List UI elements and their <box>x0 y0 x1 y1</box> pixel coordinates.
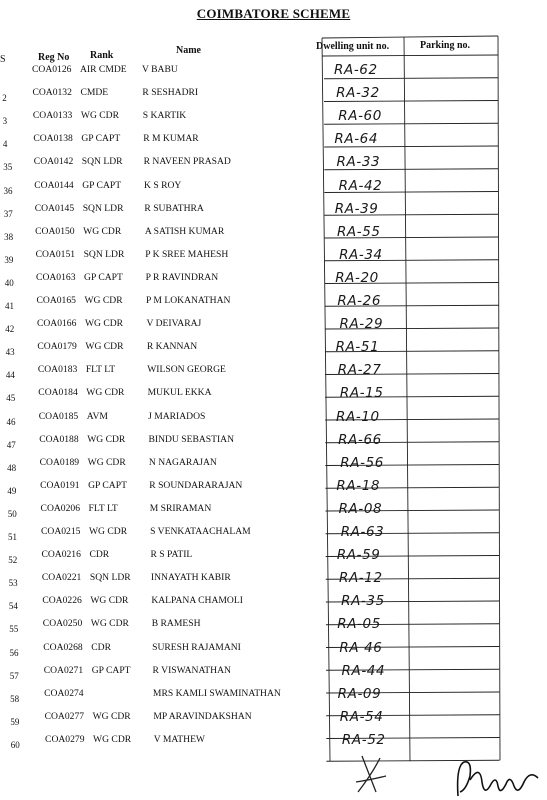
row-dwelling-unit: RA-09 <box>337 685 382 702</box>
table-row <box>0 478 547 502</box>
row-dwelling-unit: RA-44 <box>341 662 386 679</box>
row-dwelling-unit: RA-08 <box>338 500 383 517</box>
row-sno: 39 <box>4 254 14 265</box>
row-sno: 57 <box>9 670 19 681</box>
table-row <box>0 270 547 294</box>
row-rank: WG CDR <box>84 318 124 330</box>
table-row <box>0 154 547 178</box>
row-reg-no: COA0132 <box>32 87 72 99</box>
row-reg-no: COA0185 <box>38 410 79 422</box>
row-name: P K SREE MAHESH <box>145 248 229 260</box>
row-reg-no: COA0250 <box>42 618 83 630</box>
row-dwelling-unit: RA-20 <box>335 269 379 286</box>
row-dwelling-unit: RA-26 <box>337 293 382 309</box>
row-dwelling-unit: RA 46 <box>339 639 383 656</box>
row-name: INNAYATH KABIR <box>150 572 231 584</box>
row-name: MP ARAVINDAKSHAN <box>153 710 252 722</box>
row-sno: 37 <box>3 208 13 219</box>
row-reg-no: COA0163 <box>36 271 76 283</box>
signature-right <box>452 756 544 800</box>
row-name: V DEIVARAJ <box>146 318 202 330</box>
row-name: R NAVEEN PRASAD <box>143 156 231 168</box>
header-sno: S <box>0 54 6 65</box>
table-row <box>0 570 547 594</box>
header-name: Name <box>176 45 201 56</box>
table-row <box>0 524 547 548</box>
row-rank: AIR CMDE <box>80 64 127 75</box>
row-dwelling-unit: RA-63 <box>340 524 385 540</box>
row-dwelling-unit: RA-27 <box>337 362 382 379</box>
row-rank: WG CDR <box>92 710 131 722</box>
row-name: SURESH RAJAMANI <box>152 641 241 653</box>
row-rank: WG CDR <box>84 295 123 306</box>
table-row <box>0 108 547 132</box>
row-dwelling-unit: RA-51 <box>335 339 380 356</box>
row-rank: SQN LDR <box>81 156 123 168</box>
row-rank: GP CAPT <box>81 133 121 145</box>
row-dwelling-unit: RA-34 <box>339 246 383 263</box>
row-name: R VISWANATHAN <box>152 664 231 676</box>
row-dwelling-unit: RA-18 <box>336 477 381 494</box>
row-reg-no: COA0191 <box>40 479 80 491</box>
row-rank: WG CDR <box>85 341 124 353</box>
row-dwelling-unit: RA-33 <box>336 154 381 171</box>
row-dwelling-unit: RA-05 <box>337 616 381 633</box>
row-reg-no: COA0138 <box>33 133 73 145</box>
table-row <box>0 455 547 479</box>
row-rank: GP CAPT <box>88 479 127 491</box>
row-rank: GP CAPT <box>84 271 123 283</box>
row-dwelling-unit: RA-10 <box>336 408 380 425</box>
row-sno: 41 <box>5 301 14 311</box>
table-row <box>0 247 547 271</box>
row-name: R SUBATHRA <box>144 202 204 214</box>
row-sno: 48 <box>7 462 17 473</box>
row-name: R KANNAN <box>146 341 198 353</box>
row-name: R M KUMAR <box>143 133 199 145</box>
row-rank: WG CDR <box>87 433 126 445</box>
table-row <box>0 686 547 710</box>
row-rank: WG CDR <box>83 225 122 237</box>
row-name: V MATHEW <box>153 733 205 745</box>
table-row <box>0 432 547 456</box>
row-rank: GP CAPT <box>82 179 122 191</box>
row-reg-no: COA0279 <box>45 733 85 745</box>
row-name: R S PATIL <box>150 549 193 561</box>
row-reg-no: COA0142 <box>33 156 74 168</box>
table-row <box>0 732 547 756</box>
row-dwelling-unit: RA-32 <box>336 85 380 102</box>
table-row <box>0 178 547 202</box>
row-rank: CDR <box>89 549 110 561</box>
table-row <box>0 201 547 225</box>
row-reg-no: COA0221 <box>41 572 82 584</box>
row-sno: 46 <box>6 416 16 427</box>
row-sno: 45 <box>6 393 16 404</box>
table-row <box>0 224 547 248</box>
row-reg-no: COA0215 <box>41 526 81 537</box>
table-row <box>0 709 547 733</box>
row-name: R SESHADRI <box>142 87 199 99</box>
row-sno: 2 <box>2 93 7 104</box>
signature-left <box>352 752 392 798</box>
row-dwelling-unit: RA-12 <box>338 570 383 587</box>
row-rank: AVM <box>86 410 108 422</box>
header-reg-no: Reg No <box>38 52 70 63</box>
row-name: R SOUNDARARAJAN <box>149 479 243 491</box>
row-name: A SATISH KUMAR <box>144 225 225 237</box>
row-sno: 56 <box>9 647 19 658</box>
table-row <box>0 547 547 571</box>
row-name: P R RAVINDRAN <box>145 271 219 283</box>
row-name: BINDU SEBASTIAN <box>148 433 235 445</box>
row-name: N NAGARAJAN <box>148 456 217 468</box>
row-name: MRS KAMLI SWAMINATHAN <box>152 687 281 699</box>
row-sno: 60 <box>10 739 20 750</box>
row-dwelling-unit: RA-60 <box>338 108 382 125</box>
page-title: COIMBATORE SCHEME <box>196 6 351 21</box>
row-dwelling-unit: RA-15 <box>339 385 384 402</box>
row-rank: WG CDR <box>93 733 132 745</box>
row-sno: 35 <box>3 162 13 173</box>
table-row <box>0 131 547 155</box>
row-dwelling-unit: RA-56 <box>340 454 384 471</box>
row-name: S VENKATAACHALAM <box>150 526 251 537</box>
row-sno: 51 <box>8 532 17 542</box>
row-reg-no: COA0133 <box>32 110 73 122</box>
row-dwelling-unit: RA-39 <box>334 200 379 217</box>
row-name: K S ROY <box>144 179 182 191</box>
row-rank: CDR <box>91 641 111 653</box>
row-name: KALPANA CHAMOLI <box>151 595 243 607</box>
row-sno: 50 <box>7 508 17 519</box>
row-dwelling-unit: RA-35 <box>341 593 385 610</box>
row-sno: 53 <box>8 578 18 589</box>
header-parking: Parking no. <box>420 40 471 51</box>
table-row <box>0 640 547 664</box>
row-rank: CMDE <box>80 87 109 99</box>
row-rank: SQN LDR <box>89 572 131 584</box>
row-reg-no: COA0189 <box>39 456 80 468</box>
row-reg-no: COA0126 <box>32 64 72 75</box>
row-reg-no: COA0206 <box>40 502 80 514</box>
row-rank: SQN LDR <box>82 202 124 214</box>
row-name: MUKUL EKKA <box>147 387 212 399</box>
row-rank: GP CAPT <box>91 664 131 676</box>
row-rank: WG CDR <box>86 387 125 399</box>
row-reg-no: COA0151 <box>35 248 76 260</box>
table-row <box>0 593 547 617</box>
row-reg-no: COA0268 <box>43 641 83 653</box>
table-row <box>0 663 547 687</box>
row-sno: 59 <box>10 716 20 727</box>
row-rank: WG CDR <box>89 526 128 537</box>
row-sno: 4 <box>2 139 8 150</box>
row-dwelling-unit: RA-29 <box>339 316 384 333</box>
row-dwelling-unit: RA-59 <box>336 547 381 564</box>
table-row <box>0 293 547 317</box>
row-dwelling-unit: RA-66 <box>338 431 382 448</box>
row-reg-no: COA0145 <box>34 202 75 214</box>
row-rank: FLT LT <box>88 502 118 514</box>
row-name: P M LOKANATHAN <box>146 295 231 306</box>
row-rank: WG CDR <box>90 618 129 630</box>
table-row <box>0 501 547 525</box>
row-reg-no: COA0216 <box>41 549 81 561</box>
row-sno: 44 <box>5 370 15 381</box>
row-sno: 3 <box>2 116 8 127</box>
row-reg-no: COA0165 <box>36 295 76 306</box>
row-name: M SRIRAMAN <box>149 502 212 514</box>
row-reg-no: COA0183 <box>37 364 78 376</box>
table-row <box>0 616 547 640</box>
table-row <box>0 339 547 363</box>
table-row <box>0 316 547 340</box>
row-dwelling-unit: RA-42 <box>338 177 383 194</box>
header-rank: Rank <box>90 50 114 61</box>
table-row <box>0 62 547 86</box>
row-name: J MARIADOS <box>148 410 206 422</box>
row-dwelling-unit: RA-62 <box>334 62 378 78</box>
row-reg-no: COA0179 <box>37 341 77 353</box>
row-rank: WG CDR <box>90 595 129 607</box>
row-name: S KARTIK <box>142 110 187 122</box>
row-sno: 54 <box>8 601 18 612</box>
row-reg-no: COA0184 <box>38 387 78 399</box>
row-sno: 36 <box>3 185 13 196</box>
row-sno: 58 <box>10 693 20 704</box>
row-dwelling-unit: RA-55 <box>336 223 381 240</box>
row-sno: 52 <box>8 555 18 566</box>
table-row <box>0 385 547 409</box>
row-dwelling-unit: RA-64 <box>334 131 379 148</box>
row-reg-no: COA0150 <box>35 225 75 237</box>
row-dwelling-unit: RA-52 <box>341 731 386 748</box>
table-row <box>0 362 547 386</box>
row-sno: 40 <box>4 277 14 288</box>
row-sno: 55 <box>9 624 19 635</box>
row-reg-no: COA0226 <box>42 595 82 607</box>
row-dwelling-unit: RA-54 <box>339 708 384 725</box>
row-reg-no: COA0271 <box>43 664 84 676</box>
row-sno: 47 <box>6 439 16 450</box>
row-name: WILSON GEORGE <box>147 364 226 376</box>
row-reg-no: COA0166 <box>36 318 77 330</box>
table-row <box>0 85 547 109</box>
row-rank: WG CDR <box>87 456 126 468</box>
row-sno: 42 <box>5 324 15 335</box>
row-reg-no: COA0274 <box>44 687 84 699</box>
row-sno: 38 <box>4 231 14 242</box>
row-sno: 43 <box>5 347 15 358</box>
row-name: B RAMESH <box>151 618 201 630</box>
row-reg-no: COA0144 <box>34 179 74 191</box>
row-rank: SQN LDR <box>83 248 125 260</box>
row-reg-no: COA0188 <box>39 433 79 445</box>
table-row <box>0 409 547 433</box>
row-rank: WG CDR <box>80 110 119 122</box>
row-sno: 49 <box>7 485 17 496</box>
header-dwelling-unit: Dwelling unit no. <box>316 41 390 52</box>
row-name: V BABU <box>142 64 178 75</box>
row-rank: FLT LT <box>85 364 116 376</box>
row-reg-no: COA0277 <box>44 710 85 722</box>
